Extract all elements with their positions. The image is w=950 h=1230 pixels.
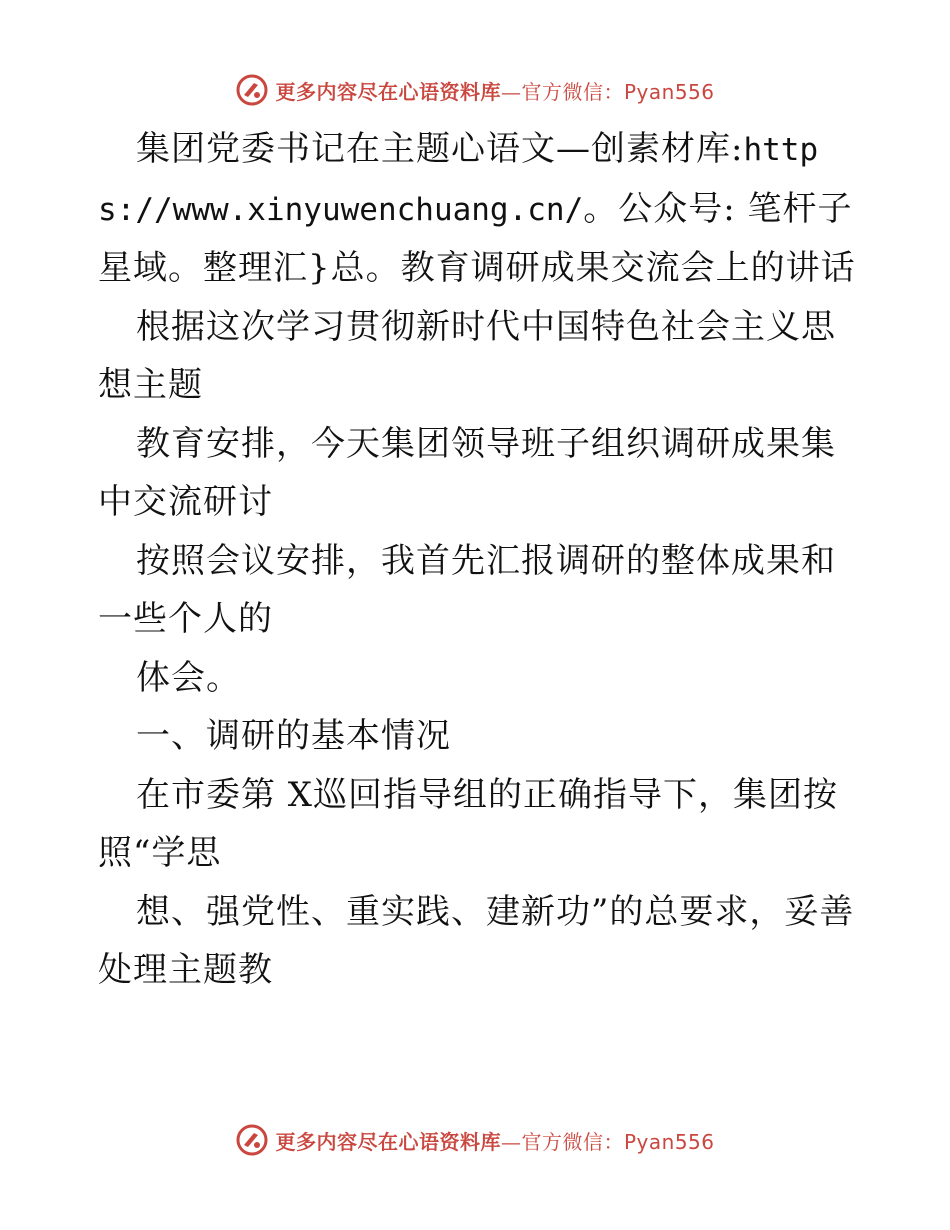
banner-text [275, 1126, 714, 1155]
banner-main-text: 更多内容尽在心语资料库 [275, 79, 501, 104]
paragraph: 在市委第 X巡回指导组的正确指导下，集团按照“学思 [98, 774, 839, 873]
title-tail-text: 。公众号: 笔杆子星域。整理汇}总。教育调研成果交流会上的讲话 [98, 188, 856, 288]
brand-logo-icon [235, 1123, 269, 1157]
paragraph: 按照会议安排，我首先汇报调研的整体成果和一些个人的 [98, 540, 836, 639]
source-url-text: https://www.xinyuwenchuang.cn/ [98, 132, 819, 228]
header-banner [0, 70, 950, 110]
banner-dash: — [500, 1129, 522, 1154]
banner-wechat-id: Pyan556 [623, 79, 715, 104]
footer-banner [0, 1120, 950, 1160]
paragraph: 根据这次学习贯彻新时代中国特色社会主义思想主题 [98, 306, 836, 405]
banner-group [235, 1123, 714, 1157]
banner-group [235, 73, 714, 107]
title-lead-text: 集团党委书记在主题心语文—创素材库: [136, 129, 744, 169]
banner-main-text: 更多内容尽在心语资料库 [275, 1129, 501, 1154]
document-body [98, 120, 858, 1000]
banner-wechat-label: 官方微信： [521, 1129, 624, 1154]
paragraph: 想、强党性、重实践、建新功”的总要求，妥善处理主题教 [98, 891, 855, 990]
brand-logo-icon [235, 73, 269, 107]
paragraph: 体会。 [136, 657, 241, 698]
banner-dash: — [500, 79, 522, 104]
banner-wechat-id: Pyan556 [623, 1129, 715, 1154]
banner-text [275, 76, 714, 105]
paragraph-title [98, 120, 858, 298]
paragraph: 教育安排，今天集团领导班子组织调研成果集中交流研讨 [98, 423, 836, 522]
banner-wechat-label: 官方微信： [521, 79, 624, 104]
section-heading: 一、调研的基本情况 [136, 716, 451, 756]
